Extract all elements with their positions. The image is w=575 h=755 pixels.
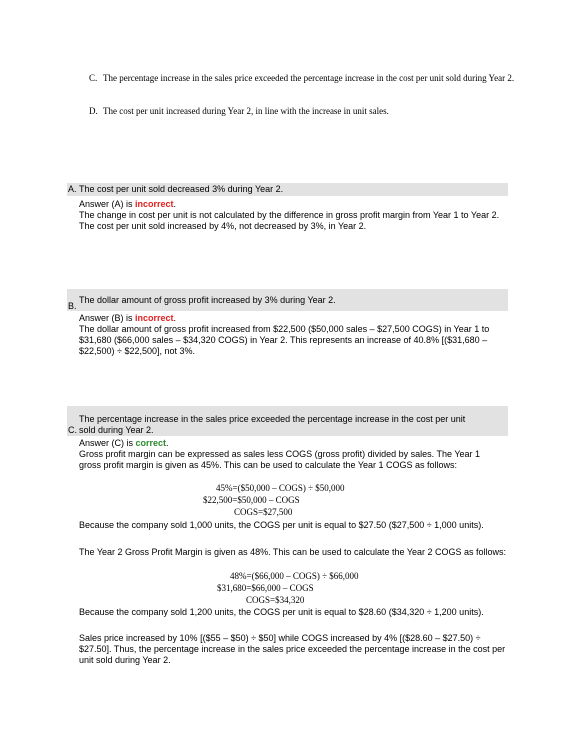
status-incorrect: incorrect	[135, 313, 174, 323]
section-c-para1: Gross profit margin can be expressed as sales less COGS (gross profit) divided by sales. The Year 1 gross profit margin is given as 45%. This can be used to calculate the Year 1 COGS as follows:	[79, 449, 481, 470]
section-c-para2: Because the company sold 1,000 units, the COGS per unit is equal to $27.50 ($27,500 ÷ 1,000 units).	[79, 520, 484, 530]
status-correct: correct	[135, 438, 167, 448]
section-c-para4: Because the company sold 1,200 units, the COGS per unit is equal to $28.60 ($34,320 ÷ 1,200 units).	[79, 607, 484, 617]
choice-text: The cost per unit increased during Year 2, in line with the increase in unit sales.	[103, 106, 389, 116]
equation-line: COGS=$27,500	[234, 507, 293, 517]
section-b-letter: B.	[68, 301, 77, 311]
section-c-answer: Answer (C) is correct.	[79, 438, 169, 448]
status-incorrect: incorrect	[135, 199, 174, 209]
section-a-answer: Answer (A) is incorrect.	[79, 199, 177, 209]
section-c-heading-line1: The percentage increase in the sales price exceeded the percentage increase in the cost per unit	[79, 414, 466, 424]
section-c-letter: C.	[68, 425, 77, 435]
section-c-heading-line2: sold during Year 2.	[79, 425, 154, 435]
choice-letter: D.	[89, 106, 98, 116]
choice-text: The percentage increase in the sales price exceeded the percentage increase in the cost per unit sold during Year 2.	[103, 73, 515, 83]
choice-letter: C.	[89, 73, 98, 83]
section-b-explanation: The dollar amount of gross profit increased from $22,500 ($50,000 sales – $27,500 COGS) in Year 1 to $31,680 ($66,000 sales – $34,320 COGS) in Year 2. This represents an increase of 40.8% [($31,680 – $22,500) ÷ $22,500], not 3%.	[79, 324, 490, 356]
section-b-heading: The dollar amount of gross profit increased by 3% during Year 2.	[79, 295, 336, 305]
choice-d-top	[89, 106, 529, 117]
equation-line: $31,680=$66,000 – COGS	[217, 583, 314, 593]
section-c-para3: The Year 2 Gross Profit Margin is given as 48%. This can be used to calculate the Year 2 COGS as follows:	[79, 547, 507, 557]
equation-line: 45%=($50,000 – COGS) ÷ $50,000	[216, 483, 345, 493]
section-a-heading: The cost per unit sold decreased 3% during Year 2.	[79, 184, 284, 194]
equation-line: COGS=$34,320	[246, 595, 305, 605]
section-a-letter: A.	[68, 184, 77, 194]
equation-line: 48%=($66,000 – COGS) ÷ $66,000	[230, 571, 359, 581]
section-a-explanation: The change in cost per unit is not calculated by the difference in gross profit margin from Year 1 to Year 2. The cost per unit sold increased by 4%, not decreased by 3%, in Year 2.	[79, 210, 500, 231]
section-b-answer: Answer (B) is incorrect.	[79, 313, 177, 323]
equation-line: $22,500=$50,000 – COGS	[203, 495, 300, 505]
section-c-para5: Sales price increased by 10% [($55 – $50) ÷ $50] while COGS increased by 4% [($28.60 – $27.50) ÷ $27.50]. Thus, the percentage increase in the sales price exceeded the percentage increase in the cost per unit sold during Year 2.	[79, 633, 506, 665]
choice-c-top	[89, 73, 529, 84]
